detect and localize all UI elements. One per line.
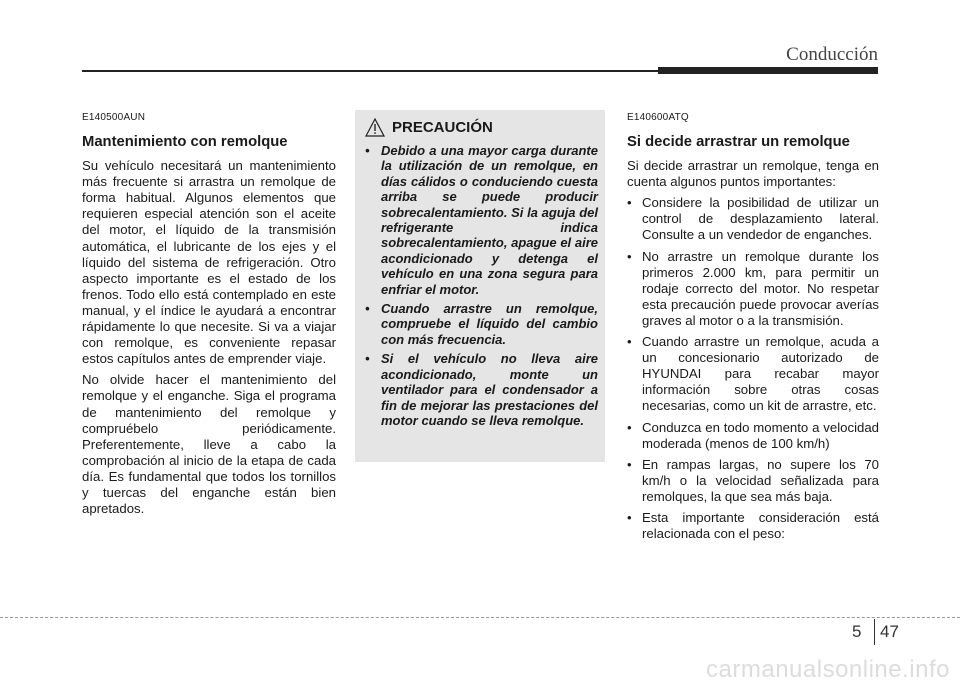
chapter-title: Conducción [786, 44, 878, 65]
header-rule [82, 70, 660, 72]
caution-box [355, 110, 605, 462]
list-item: • Conduzca en todo momento a velocidad moderada (menos de 100 km/h) [627, 419, 879, 451]
list-item: • Cuando arrastre un remolque, acuda a un concesionario autorizado de HYUNDAI para recabar mayor información sobre otras cosas necesarias, como un kit de arrastre, etc. [627, 334, 879, 414]
tips-list [627, 195, 879, 542]
caution-item: • Cuando arrastre un remolque, compruebe el líquido del cambio con más frecuencia. [365, 301, 598, 347]
footer-rule [0, 617, 960, 619]
paragraph: Si decide arrastrar un remolque, tenga en cuenta algunos puntos importantes: [627, 158, 879, 190]
section-code: E140500AUN [82, 112, 146, 123]
header-rule-bold [658, 67, 878, 74]
list-item: • Considere la posibilidad de utilizar un control de desplazamiento lateral. Consulte a un vendedor de enganches. [627, 195, 879, 243]
caution-list [365, 143, 598, 428]
page-number-value: 47 [880, 622, 899, 641]
list-item: • En rampas largas, no supere los 70 km/h o la velocidad señalizada para remolques, la que sea más baja. [627, 456, 879, 504]
section-heading: Si decide arrastrar un remolque [627, 134, 850, 151]
chapter-number: 5 [852, 622, 862, 641]
caution-title: PRECAUCIÓN [392, 119, 493, 136]
paragraph: No olvide hacer el mantenimiento del remolque y el enganche. Siga el programa de mantenimiento del remolque y compruébelo periódicamente. Preferentemente, lleve a cabo la comprobación al inicio de la etapa de cada día. Es fundamental que todos los tornillos y tuercas del enganche están bien apretados. [82, 372, 336, 517]
page-number-divider [874, 619, 875, 645]
list-item: • Esta importante consideración está relacionada con el peso: [627, 509, 879, 542]
paragraph: Su vehículo necesitará un mantenimiento más frecuente si arrastra un remolque de forma habitual. Algunos elementos que requieren especial atención son el aceite del motor, el líquido de la transmisión automática, el lubricante de los ejes y el líquido del sistema de refrigeración. Otro aspecto importante es el estado de los frenos. Todo ello está contemplado en este manual, y el índice le ayudará a encontrar rápidamente lo que necesite. Si va a viajar con remolque, es conveniente repasar estos capítulos antes de emprender viaje. [82, 158, 336, 367]
section-code: E140600ATQ [627, 112, 689, 123]
caution-item: • Si el vehículo no lleva aire acondicionado, monte un ventilador para el condensador a fin de mejorar las prestaciones del motor cuando se lleva remolque. [365, 351, 598, 428]
warning-triangle-icon [365, 118, 385, 137]
list-item: • No arrastre un remolque durante los primeros 2.000 km, para permitir un rodaje correcto del motor. No respetar esta precaución puede provocar averías graves al motor o a la transmisión. [627, 248, 879, 328]
right-column [627, 110, 879, 547]
caution-item: • Debido a una mayor carga durante la utilización de un remolque, en días cálidos o conduciendo cuesta arriba se puede producir sobrecalentamiento. Si la aguja del refrigerante indica sobrecalentamiento, apague el aire acondicionado y detenga el vehículo en una zona segura para enfriar el motor. [365, 143, 598, 297]
left-column [82, 110, 336, 522]
caution-header [365, 118, 598, 137]
section-heading: Mantenimiento con remolque [82, 134, 288, 151]
watermark: carmanualsonline.info [706, 656, 950, 683]
